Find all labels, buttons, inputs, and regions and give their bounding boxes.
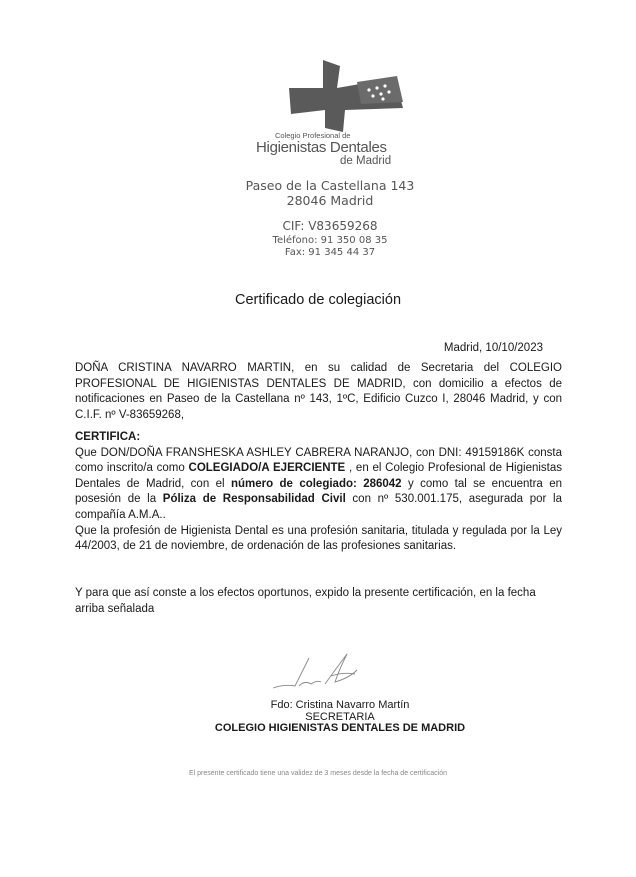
closing-paragraph bbox=[75, 586, 562, 617]
logo-text-main: Higienistas Dentales bbox=[256, 139, 387, 156]
validity-note: El presente certificado tiene una validez de 3 meses desde la fecha de certificación bbox=[189, 770, 447, 777]
document-title: Certificado de colegiación bbox=[234, 292, 402, 308]
intro-text: DOÑA CRISTINA NAVARRO MARTIN, en su calidad de Secretaria del COLEGIO PROFESIONAL DE HIGIENISTAS DENTALES DE MADRID, con domicilio a efectos de notificaciones en Paseo de la Castellana nº 143, 1ºC, Edificio Cuzco I, 28046 Madrid, y con C.I.F. nº V-83659268, bbox=[75, 362, 562, 421]
closing-text: Y para que así conste a los efectos oportunos, expido la presente certificación, en la fecha arriba señalada bbox=[75, 587, 536, 615]
signer-organization: COLEGIO HIGIENISTAS DENTALES DE MADRID bbox=[214, 722, 466, 734]
address-line-2: 28046 Madrid bbox=[286, 193, 374, 208]
address-line-1: Paseo de la Castellana 143 bbox=[245, 178, 415, 193]
cif: CIF: V83659268 bbox=[282, 219, 378, 233]
handwritten-signature bbox=[265, 640, 375, 700]
college-logo-cross-icon bbox=[285, 58, 410, 133]
signature-block bbox=[160, 700, 520, 735]
certifica-section bbox=[75, 430, 562, 555]
signer-name: Fdo: Cristina Navarro Martín bbox=[270, 699, 410, 711]
certifica-paragraph-2: Que la profesión de Higienista Dental es una profesión sanitaria, titulada y regulada por la Ley 44/2003, de 21 de noviembre, de ordenación de las profesiones sanitarias. bbox=[75, 524, 562, 553]
logo-text-small: Colegio Profesional de bbox=[275, 131, 351, 140]
signer-role: SECRETARIA bbox=[305, 710, 375, 723]
document-date: Madrid, 10/10/2023 bbox=[443, 342, 543, 354]
logo-text-city: de Madrid bbox=[340, 155, 392, 167]
intro-paragraph bbox=[75, 361, 562, 423]
certifica-paragraph-1: Que DON/DOÑA FRANSHESKA ASHLEY CABRERA NARANJO, con DNI: 49159186K consta como inscrito/a como COLEGIADO/A EJERCIENTE , en el Colegio Profesional de Higienistas Dentales de Madrid, con el número de colegiado: 286042 y como tal se encuentra en posesión de la Póliza de Responsabilidad Civil con nº 530.001.175, asegurada por la compañía A.M.A.. bbox=[75, 446, 563, 521]
certifica-heading: CERTIFICA: bbox=[75, 431, 141, 443]
fax: Fax: 91 345 44 37 bbox=[284, 247, 376, 258]
phone: Teléfono: 91 350 08 35 bbox=[272, 235, 388, 246]
